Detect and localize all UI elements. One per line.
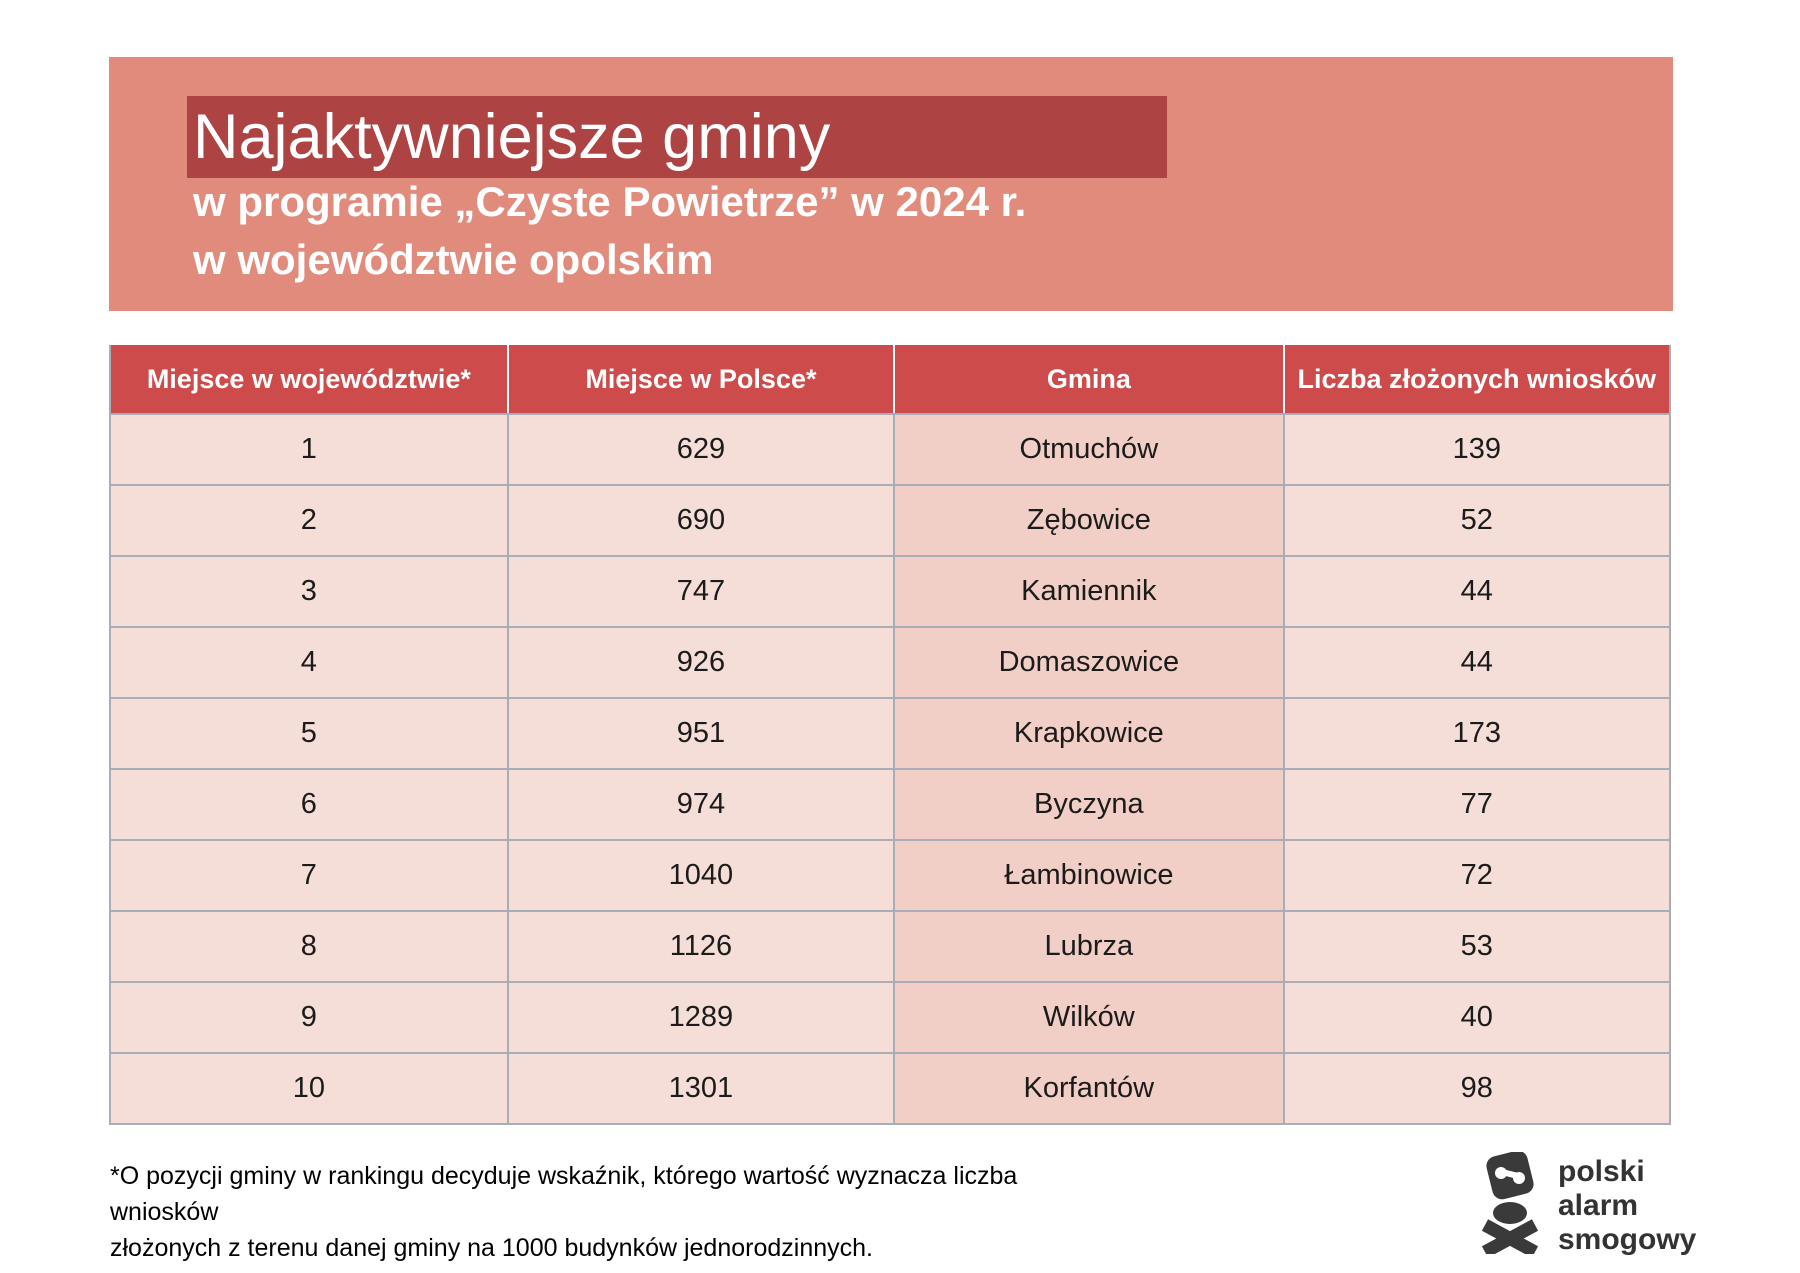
table-row xyxy=(111,1052,1669,1123)
table-row xyxy=(111,555,1669,626)
table-cell: 53 xyxy=(1283,912,1669,981)
column-header-liczba-wnioskow: Liczba złożonych wniosków xyxy=(1283,345,1669,413)
subtitle-line-1: w programie „Czyste Powietrze” w 2024 r. xyxy=(193,178,1027,225)
table-cell: 629 xyxy=(507,415,893,484)
page-subtitle xyxy=(193,173,1493,289)
table-row xyxy=(111,910,1669,981)
table-row xyxy=(111,839,1669,910)
table-cell: Byczyna xyxy=(893,770,1283,839)
table-cell: 8 xyxy=(111,912,507,981)
footnote-line-1: *O pozycji gminy w rankingu decyduje wskaźnik, którego wartość wyznacza liczba wniosków xyxy=(110,1162,1018,1226)
table-cell: 52 xyxy=(1283,486,1669,555)
table-cell: Otmuchów xyxy=(893,415,1283,484)
logo-line-2: alarm xyxy=(1558,1188,1639,1222)
table-cell: 9 xyxy=(111,983,507,1052)
table-cell: 1301 xyxy=(507,1054,893,1123)
table-cell: Domaszowice xyxy=(893,628,1283,697)
table-cell: Wilków xyxy=(893,983,1283,1052)
table-cell: 4 xyxy=(111,628,507,697)
subtitle-line-2: w województwie opolskim xyxy=(193,236,714,283)
table-header-row xyxy=(111,345,1669,413)
table-cell: 1040 xyxy=(507,841,893,910)
table-cell: 6 xyxy=(111,770,507,839)
table-cell: 926 xyxy=(507,628,893,697)
table-row xyxy=(111,981,1669,1052)
skull-crossbones-gasmask-icon xyxy=(1478,1152,1542,1259)
table-cell: 44 xyxy=(1283,628,1669,697)
table-row xyxy=(111,697,1669,768)
logo-text xyxy=(1558,1155,1696,1257)
ranking-table xyxy=(109,345,1671,1125)
table-body xyxy=(111,413,1669,1123)
table-cell: 3 xyxy=(111,557,507,626)
table-cell: 10 xyxy=(111,1054,507,1123)
table-cell: 40 xyxy=(1283,983,1669,1052)
table-cell: 44 xyxy=(1283,557,1669,626)
table-cell: 77 xyxy=(1283,770,1669,839)
table-cell: 747 xyxy=(507,557,893,626)
table-row xyxy=(111,768,1669,839)
table-cell: Łambinowice xyxy=(893,841,1283,910)
column-header-miejsce-wojewodztwo: Miejsce w województwie* xyxy=(111,345,507,413)
table-cell: Zębowice xyxy=(893,486,1283,555)
table-cell: Korfantów xyxy=(893,1054,1283,1123)
header-band xyxy=(109,57,1673,311)
page-title: Najaktywniejsze gminy xyxy=(193,102,831,172)
table-row xyxy=(111,626,1669,697)
table-cell: 951 xyxy=(507,699,893,768)
table-cell: Krapkowice xyxy=(893,699,1283,768)
table-cell: 690 xyxy=(507,486,893,555)
table-cell: 1126 xyxy=(507,912,893,981)
table-cell: Lubrza xyxy=(893,912,1283,981)
footnote-line-2: złożonych z terenu danej gminy na 1000 budynków jednorodzinnych. xyxy=(110,1234,873,1262)
table-cell: 7 xyxy=(111,841,507,910)
table-cell: 72 xyxy=(1283,841,1669,910)
table-cell: 98 xyxy=(1283,1054,1669,1123)
footnote xyxy=(110,1158,1110,1266)
table-cell: 2 xyxy=(111,486,507,555)
table-cell: 139 xyxy=(1283,415,1669,484)
table-cell: 1 xyxy=(111,415,507,484)
table-cell: Kamiennik xyxy=(893,557,1283,626)
table-row xyxy=(111,484,1669,555)
table-row xyxy=(111,413,1669,484)
title-badge xyxy=(187,96,1167,178)
table-cell: 173 xyxy=(1283,699,1669,768)
logo-line-3: smogowy xyxy=(1558,1222,1697,1256)
column-header-miejsce-polska: Miejsce w Polsce* xyxy=(507,345,893,413)
table-cell: 974 xyxy=(507,770,893,839)
column-header-gmina: Gmina xyxy=(893,345,1283,413)
table-cell: 1289 xyxy=(507,983,893,1052)
logo-line-1: polski xyxy=(1558,1154,1645,1188)
polski-alarm-smogowy-logo xyxy=(1478,1152,1696,1259)
table-cell: 5 xyxy=(111,699,507,768)
